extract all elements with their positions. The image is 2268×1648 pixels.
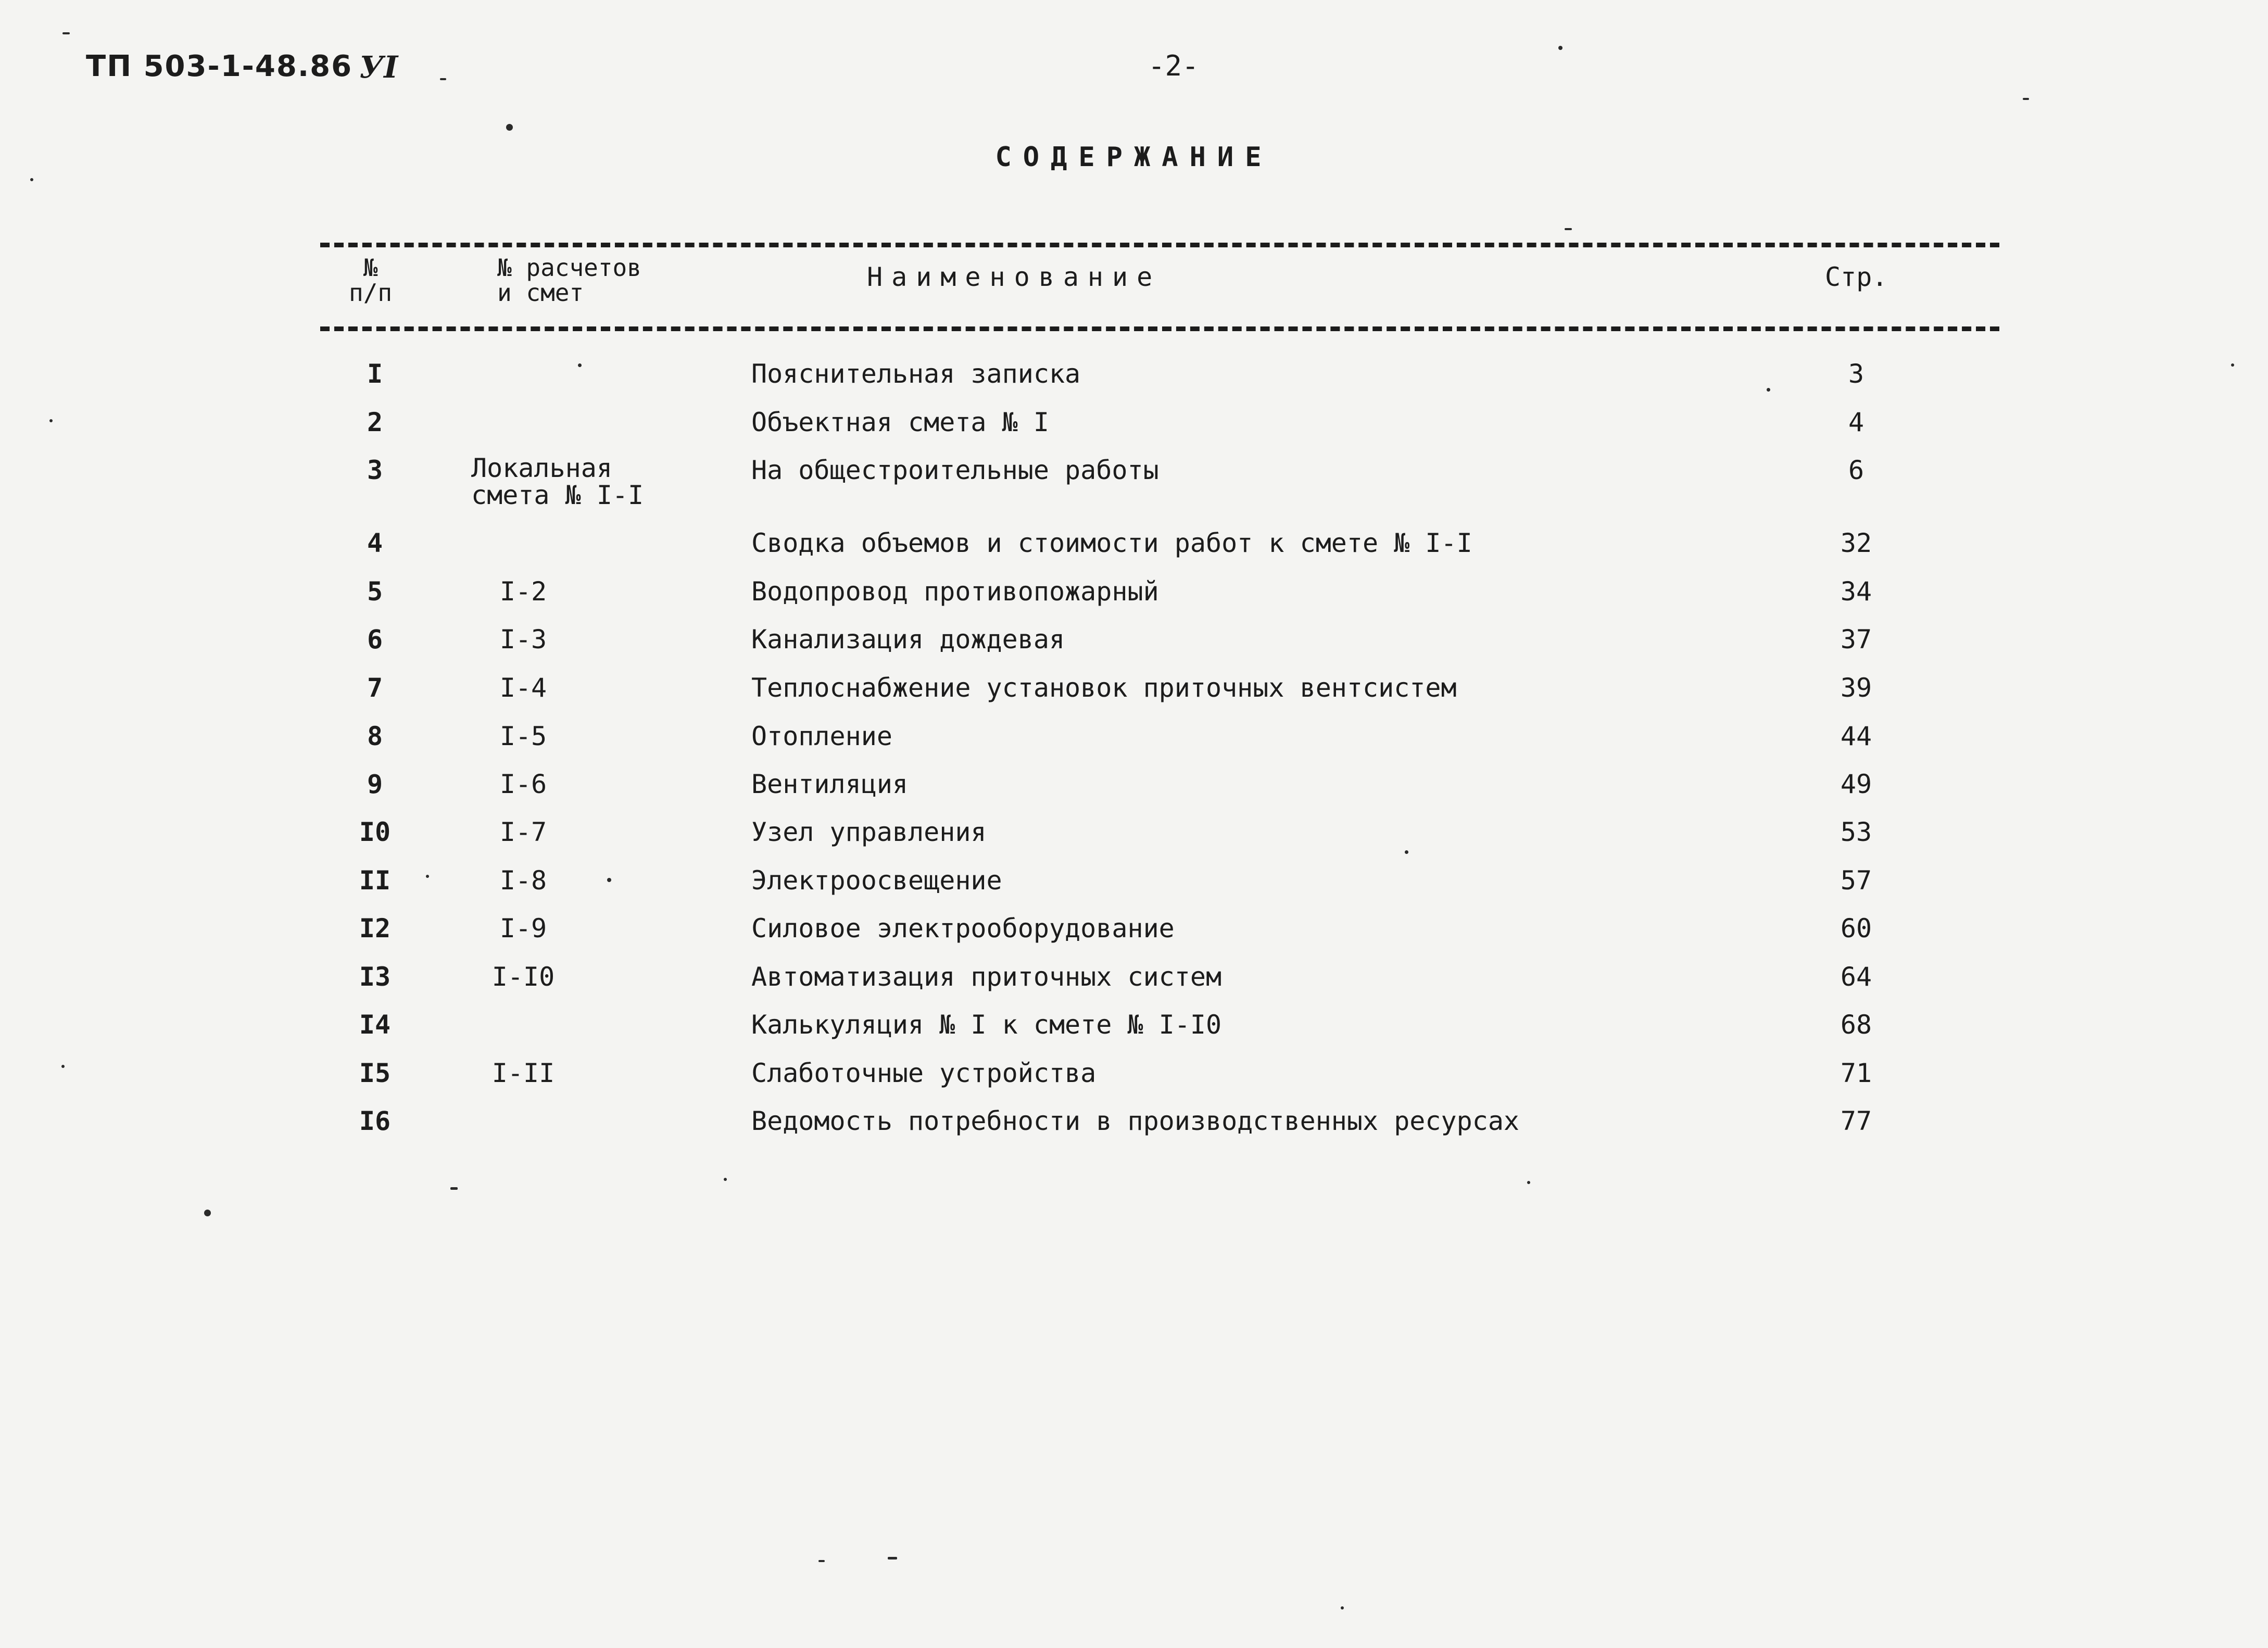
row-name: Слаботочные устройства bbox=[751, 1058, 1097, 1088]
row-name: Автоматизация приточных систем bbox=[751, 962, 1222, 992]
row-name: Сводка объемов и стоимости работ к смете № I-I bbox=[751, 528, 1472, 558]
row-page: 57 bbox=[1840, 865, 1872, 896]
table-row bbox=[0, 816, 2268, 848]
page-title: СОДЕРЖАНИЕ bbox=[995, 142, 1273, 173]
row-number: 9 bbox=[367, 769, 383, 799]
row-name: Теплоснабжение установок приточных вентсистем bbox=[751, 673, 1457, 703]
table-row bbox=[0, 576, 2268, 607]
row-calculation: I-6 bbox=[499, 769, 547, 799]
row-number: I0 bbox=[359, 817, 391, 847]
row-number: I3 bbox=[359, 962, 391, 992]
table-row bbox=[0, 453, 2268, 510]
row-calculation: I-8 bbox=[499, 865, 547, 896]
row-name: Узел управления bbox=[751, 817, 987, 847]
table-row bbox=[0, 624, 2268, 655]
row-number: I4 bbox=[359, 1010, 391, 1040]
table-row bbox=[0, 527, 2268, 559]
row-number: I2 bbox=[359, 913, 391, 943]
row-name: Объектная смета № I bbox=[751, 407, 1049, 437]
table-rule-top bbox=[320, 243, 1999, 247]
row-page: 34 bbox=[1840, 576, 1872, 607]
row-number: 7 bbox=[367, 673, 383, 703]
row-page: 32 bbox=[1840, 528, 1872, 558]
row-calculation: I-9 bbox=[499, 913, 547, 943]
column-header-calculation: № расчетов и смет bbox=[497, 254, 641, 307]
row-page: 4 bbox=[1848, 407, 1864, 437]
row-page: 3 bbox=[1848, 359, 1864, 389]
row-page: 53 bbox=[1840, 817, 1872, 847]
page-number: -2- bbox=[1148, 49, 1199, 82]
row-number: 4 bbox=[367, 528, 383, 558]
table-row bbox=[0, 961, 2268, 992]
table-row bbox=[0, 1009, 2268, 1040]
row-number: 8 bbox=[367, 721, 383, 751]
column-header-name: Наименование bbox=[867, 262, 1162, 292]
row-name: Канализация дождевая bbox=[751, 624, 1065, 655]
document-mark: УI bbox=[359, 49, 398, 85]
row-page: 71 bbox=[1840, 1058, 1872, 1088]
row-number: 6 bbox=[367, 624, 383, 655]
row-page: 77 bbox=[1840, 1106, 1872, 1136]
table-row bbox=[0, 407, 2268, 438]
table-row bbox=[0, 913, 2268, 944]
table-row bbox=[0, 1058, 2268, 1089]
row-number: II bbox=[359, 865, 391, 896]
row-calculation: I-5 bbox=[499, 721, 547, 751]
row-page: 44 bbox=[1840, 721, 1872, 751]
row-name: На общестроительные работы bbox=[751, 455, 1159, 485]
row-number: I5 bbox=[359, 1058, 391, 1088]
row-name: Силовое электрооборудование bbox=[751, 913, 1175, 943]
row-number: 2 bbox=[367, 407, 383, 437]
row-calculation: I-7 bbox=[499, 817, 547, 847]
row-number: 5 bbox=[367, 576, 383, 607]
table-row bbox=[0, 865, 2268, 896]
row-name: Электроосвещение bbox=[751, 865, 1002, 896]
table-rule-bottom bbox=[320, 326, 1999, 331]
row-name: Отопление bbox=[751, 721, 892, 751]
table-row bbox=[0, 769, 2268, 800]
table-row bbox=[0, 358, 2268, 389]
table-row bbox=[0, 721, 2268, 752]
row-name: Вентиляция bbox=[751, 769, 909, 799]
document-code: ТП 503-1-48.86 bbox=[86, 49, 353, 83]
row-page: 37 bbox=[1840, 624, 1872, 655]
row-calculation: Локальная смета № I-I bbox=[471, 453, 644, 510]
column-header-page: Стр. bbox=[1825, 262, 1888, 292]
table-row bbox=[0, 672, 2268, 703]
column-header-number: № п/п bbox=[349, 254, 393, 307]
row-page: 49 bbox=[1840, 769, 1872, 799]
row-calculation: I-II bbox=[492, 1058, 555, 1088]
row-number: I bbox=[367, 359, 383, 389]
row-page: 64 bbox=[1840, 962, 1872, 992]
table-row bbox=[0, 1105, 2268, 1137]
row-page: 68 bbox=[1840, 1010, 1872, 1040]
row-calculation: I-2 bbox=[499, 576, 547, 607]
row-name: Ведомость потребности в производственных ресурсах bbox=[751, 1106, 1520, 1136]
row-number: I6 bbox=[359, 1106, 391, 1136]
row-name: Пояснительная записка bbox=[751, 359, 1081, 389]
row-calculation: I-4 bbox=[499, 673, 547, 703]
row-calculation: I-3 bbox=[499, 624, 547, 655]
row-number: 3 bbox=[367, 455, 383, 485]
row-page: 6 bbox=[1848, 455, 1864, 485]
row-name: Водопровод противопожарный bbox=[751, 576, 1159, 607]
row-page: 39 bbox=[1840, 673, 1872, 703]
row-page: 60 bbox=[1840, 913, 1872, 943]
row-name: Калькуляция № I к смете № I-I0 bbox=[751, 1010, 1222, 1040]
row-calculation: I-I0 bbox=[492, 962, 555, 992]
